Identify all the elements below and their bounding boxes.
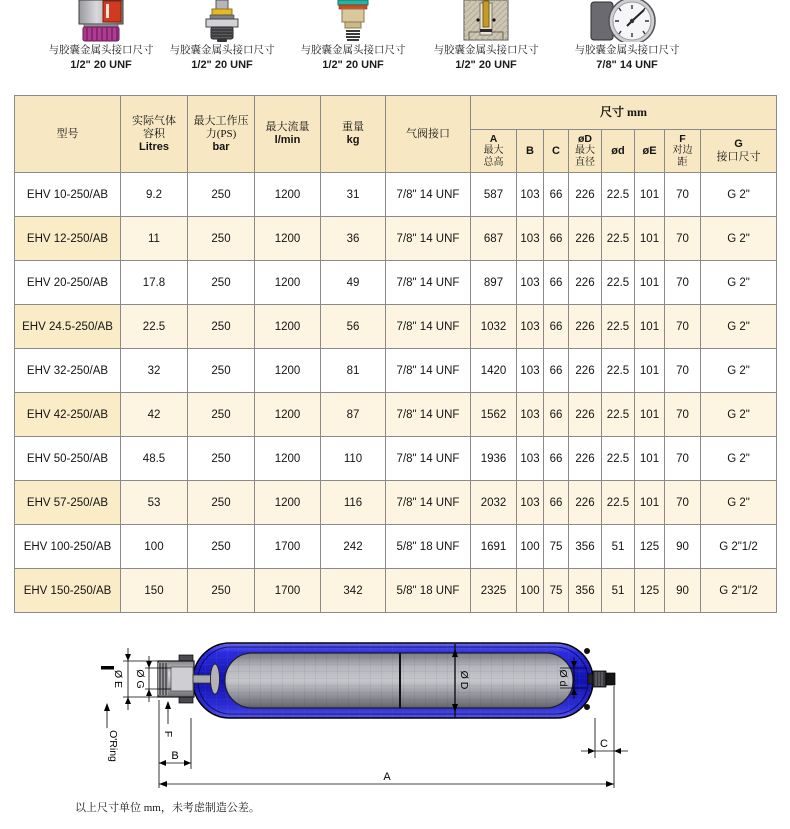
value-cell: 7/8" 14 UNF [386,173,471,217]
value-cell: 70 [665,393,701,437]
value-cell: 103 [517,261,544,305]
table-row [15,305,777,349]
value-cell: 116 [321,481,386,525]
model-cell: EHV 42-250/AB [15,393,121,437]
col-header-dim-c: C [544,130,569,173]
value-cell: 103 [517,437,544,481]
dim-label-oe: Ø E [112,669,124,689]
value-cell: 81 [321,349,386,393]
value-cell: G 2"1/2 [701,569,777,613]
value-cell: 1700 [255,569,321,613]
value-cell: 226 [569,437,602,481]
value-cell: 250 [188,437,255,481]
value-cell: 226 [569,217,602,261]
value-cell: G 2" [701,481,777,525]
value-cell: 48.5 [121,437,188,481]
value-cell: 101 [635,349,665,393]
dim-label-od: Ø D [458,670,470,690]
value-cell: 5/8" 18 UNF [386,569,471,613]
col-header-valve-port: 气阀接口 [386,96,471,173]
value-cell: 897 [471,261,517,305]
value-cell: 53 [121,481,188,525]
value-cell: 226 [569,481,602,525]
value-cell: G 2"1/2 [701,525,777,569]
table-row [15,481,777,525]
value-cell: 587 [471,173,517,217]
value-cell: 250 [188,217,255,261]
spec-table-body [15,173,777,613]
value-cell: 103 [517,349,544,393]
value-cell: G 2" [701,217,777,261]
table-row [15,569,777,613]
value-cell: 22.5 [602,261,635,305]
model-cell: EHV 32-250/AB [15,349,121,393]
figure-caption: 与胶囊金属头接口尺寸 [48,45,154,56]
value-cell: 1200 [255,393,321,437]
figure-size: 7/8" 14 UNF [596,59,658,71]
value-cell: 70 [665,261,701,305]
table-row [15,437,777,481]
value-cell: 75 [544,569,569,613]
value-cell: 70 [665,173,701,217]
dim-label-og: Ø G [134,669,146,689]
value-cell: 66 [544,217,569,261]
value-cell: 103 [517,173,544,217]
value-cell: 250 [188,569,255,613]
value-cell: 1420 [471,349,517,393]
col-group-dimensions: 尺寸 mm [471,96,777,130]
value-cell: 17.8 [121,261,188,305]
valve-insert-cutaway-icon [411,0,561,42]
value-cell: 1200 [255,481,321,525]
value-cell: G 2" [701,393,777,437]
value-cell: 250 [188,525,255,569]
value-cell: G 2" [701,173,777,217]
value-cell: 150 [121,569,188,613]
value-cell: 125 [635,569,665,613]
value-cell: 100 [517,569,544,613]
col-header-model: 型号 [15,96,121,173]
connector-figure [411,0,561,72]
value-cell: 1200 [255,305,321,349]
connector-figure [147,0,297,72]
col-header-dim-b: B [517,130,544,173]
value-cell: 70 [665,305,701,349]
figure-size: 1/2" 20 UNF [322,59,384,71]
value-cell: 226 [569,261,602,305]
value-cell: 66 [544,393,569,437]
dim-label-c: C [600,738,608,750]
figure-caption: 与胶囊金属头接口尺寸 [574,45,680,56]
value-cell: 7/8" 14 UNF [386,437,471,481]
value-cell: 226 [569,349,602,393]
table-row [15,217,777,261]
value-cell: 1032 [471,305,517,349]
value-cell: 226 [569,173,602,217]
value-cell: 1936 [471,437,517,481]
model-cell: EHV 10-250/AB [15,173,121,217]
col-header-volume: 实际气体 容积 Litres [121,96,188,173]
col-header-dim-f: F 对边 距 [665,130,701,173]
value-cell: 1700 [255,525,321,569]
dim-label-f: F [162,730,174,738]
value-cell: 250 [188,305,255,349]
value-cell: 103 [517,393,544,437]
value-cell: 687 [471,217,517,261]
value-cell: 2032 [471,481,517,525]
value-cell: 11 [121,217,188,261]
value-cell: 101 [635,173,665,217]
value-cell: 49 [321,261,386,305]
value-cell: 22.5 [602,481,635,525]
model-cell: EHV 12-250/AB [15,217,121,261]
accumulator-diagram [95,636,635,809]
value-cell: 250 [188,349,255,393]
value-cell: 103 [517,481,544,525]
connector-figure [552,0,702,72]
col-header-dim-od-small: ød [602,130,635,173]
value-cell: 110 [321,437,386,481]
value-cell: 7/8" 14 UNF [386,217,471,261]
dim-label-od-small: Ø d [557,669,569,687]
value-cell: 101 [635,393,665,437]
value-cell: 103 [517,217,544,261]
figure-caption: 与胶囊金属头接口尺寸 [169,45,275,56]
value-cell: 9.2 [121,173,188,217]
col-header-dim-a: A 最大 总高 [471,130,517,173]
col-header-pressure: 最大工作压 力(PS) bar [188,96,255,173]
figure-caption: 与胶囊金属头接口尺寸 [300,45,406,56]
model-cell: EHV 20-250/AB [15,261,121,305]
value-cell: 56 [321,305,386,349]
figure-size: 1/2" 20 UNF [70,59,132,71]
value-cell: 90 [665,569,701,613]
value-cell: G 2" [701,437,777,481]
value-cell: 226 [569,305,602,349]
value-cell: 1200 [255,261,321,305]
value-cell: 22.5 [602,437,635,481]
gas-valve-port [584,648,615,710]
value-cell: 70 [665,437,701,481]
col-header-weight: 重量 kg [321,96,386,173]
value-cell: G 2" [701,305,777,349]
value-cell: 66 [544,173,569,217]
col-header-dim-oe: øE [635,130,665,173]
value-cell: 1691 [471,525,517,569]
value-cell: 7/8" 14 UNF [386,481,471,525]
value-cell: 66 [544,261,569,305]
table-row [15,173,777,217]
value-cell: 1200 [255,437,321,481]
figure-size: 1/2" 20 UNF [191,59,253,71]
value-cell: 1200 [255,217,321,261]
accumulator-bladder [225,644,573,717]
value-cell: 226 [569,393,602,437]
value-cell: 100 [121,525,188,569]
value-cell: 51 [602,525,635,569]
model-cell: EHV 24.5-250/AB [15,305,121,349]
value-cell: 7/8" 14 UNF [386,393,471,437]
gas-valve-stem-icon [147,0,297,42]
model-cell: EHV 100-250/AB [15,525,121,569]
value-cell: 101 [635,437,665,481]
oring-label: O'Ring [107,730,119,762]
value-cell: 250 [188,481,255,525]
value-cell: 242 [321,525,386,569]
value-cell: G 2" [701,349,777,393]
connector-figure [278,0,428,72]
value-cell: 100 [517,525,544,569]
value-cell: 87 [321,393,386,437]
value-cell: 36 [321,217,386,261]
value-cell: 250 [188,261,255,305]
value-cell: 250 [188,173,255,217]
value-cell: 90 [665,525,701,569]
model-cell: EHV 57-250/AB [15,481,121,525]
value-cell: 75 [544,525,569,569]
value-cell: 101 [635,261,665,305]
dim-label-a: A [383,771,391,783]
value-cell: 22.5 [602,349,635,393]
value-cell: 66 [544,437,569,481]
value-cell: 5/8" 18 UNF [386,525,471,569]
value-cell: 22.5 [602,173,635,217]
value-cell: 70 [665,481,701,525]
figure-size: 1/2" 20 UNF [455,59,517,71]
value-cell: 42 [121,393,188,437]
table-row [15,393,777,437]
value-cell: 342 [321,569,386,613]
model-cell: EHV 150-250/AB [15,569,121,613]
value-cell: 1200 [255,173,321,217]
value-cell: 66 [544,305,569,349]
value-cell: 7/8" 14 UNF [386,349,471,393]
pressure-gauge-icon [552,0,702,42]
col-header-dim-g: G 接口尺寸 [701,130,777,173]
value-cell: 101 [635,481,665,525]
figure-caption: 与胶囊金属头接口尺寸 [433,45,539,56]
valve-core-spring-icon [278,0,428,42]
spec-table [14,95,777,613]
value-cell: 101 [635,217,665,261]
value-cell: 51 [602,569,635,613]
value-cell: 22.5 [602,393,635,437]
value-cell: 22.5 [602,305,635,349]
value-cell: G 2" [701,261,777,305]
value-cell: 125 [635,525,665,569]
col-header-flow: 最大流量 l/min [255,96,321,173]
table-row [15,525,777,569]
value-cell: 101 [635,305,665,349]
value-cell: 250 [188,393,255,437]
model-cell: EHV 50-250/AB [15,437,121,481]
value-cell: 7/8" 14 UNF [386,261,471,305]
value-cell: 22.5 [602,217,635,261]
value-cell: 66 [544,349,569,393]
table-row [15,349,777,393]
footer-note: 以上尺寸单位 mm，未考虑制造公差。 [75,802,260,814]
value-cell: 31 [321,173,386,217]
value-cell: 22.5 [121,305,188,349]
value-cell: 70 [665,217,701,261]
value-cell: 356 [569,569,602,613]
col-header-dim-od: øD 最大 直径 [569,130,602,173]
value-cell: 356 [569,525,602,569]
value-cell: 2325 [471,569,517,613]
value-cell: 70 [665,349,701,393]
dim-label-b: B [171,750,179,762]
value-cell: 1562 [471,393,517,437]
value-cell: 32 [121,349,188,393]
value-cell: 103 [517,305,544,349]
value-cell: 66 [544,481,569,525]
table-row [15,261,777,305]
value-cell: 7/8" 14 UNF [386,305,471,349]
value-cell: 1200 [255,349,321,393]
